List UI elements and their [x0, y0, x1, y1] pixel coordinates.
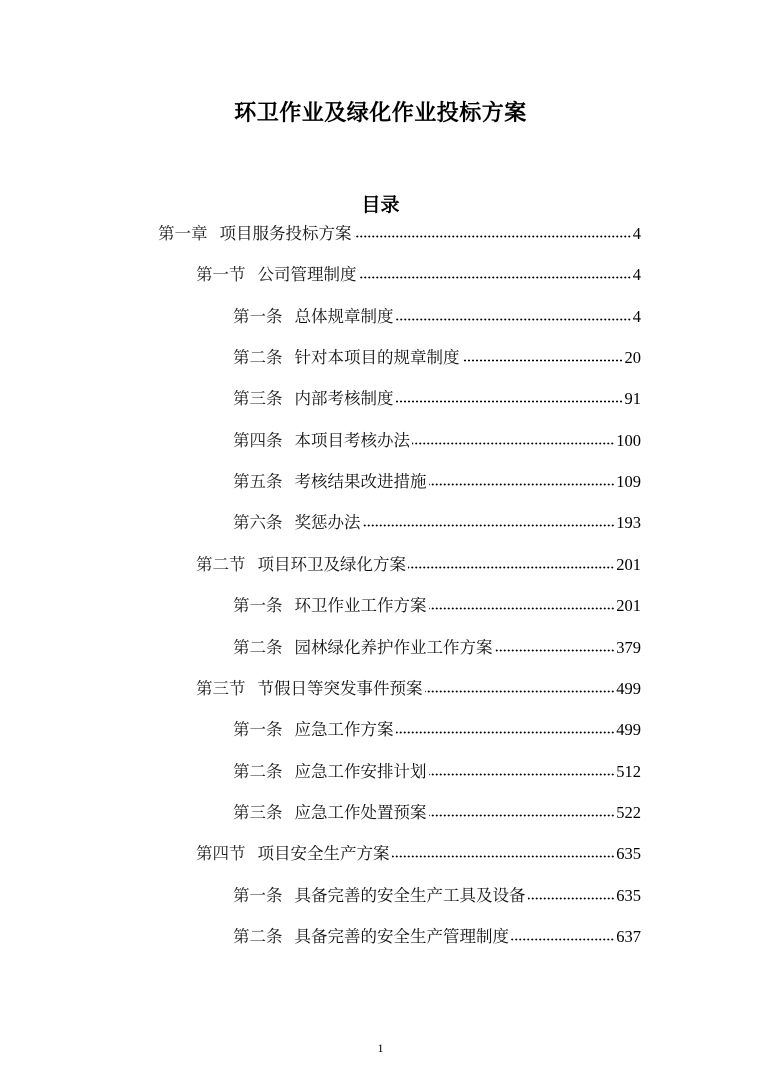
- toc-entry-page: 499: [616, 678, 641, 698]
- toc-entry-title: 应急工作安排计划: [294, 762, 427, 781]
- toc-entry-title: 项目安全生产方案: [257, 845, 390, 864]
- toc-entry[interactable]: [196, 261, 641, 285]
- toc-entry-page: 512: [616, 761, 641, 781]
- toc-entry[interactable]: [233, 716, 641, 740]
- toc-entry-title: 针对本项目的规章制度: [294, 349, 460, 368]
- toc-entry-page: 379: [616, 637, 641, 657]
- toc-entry[interactable]: [196, 675, 641, 699]
- document-title: 环卫作业及绿化作业投标方案: [234, 100, 527, 125]
- toc-dot-leader: [396, 400, 623, 403]
- toc-dot-leader: [363, 524, 615, 527]
- toc-entry-number: 第二条: [233, 348, 283, 368]
- toc-entry-page: 201: [616, 596, 641, 616]
- toc-entry[interactable]: [233, 344, 641, 368]
- toc-entry[interactable]: [233, 427, 641, 451]
- toc-entry-page: 637: [616, 926, 641, 946]
- toc-dot-leader: [429, 483, 615, 486]
- toc-entry-page: 91: [624, 389, 641, 409]
- toc-dot-leader: [495, 649, 615, 652]
- toc-entry[interactable]: [233, 385, 641, 409]
- toc-entry-number: 第二条: [233, 637, 283, 657]
- toc-entry[interactable]: [233, 923, 641, 947]
- toc-entry-number: 第二条: [233, 761, 283, 781]
- toc-dot-leader: [392, 855, 615, 858]
- toc-entry-page: 201: [616, 554, 641, 574]
- toc-entry-page: 4: [632, 224, 641, 243]
- toc-entry-number: 第三节: [196, 678, 246, 698]
- toc-dot-leader: [429, 814, 615, 817]
- toc-entry-page: 635: [616, 885, 641, 905]
- toc-dot-leader: [396, 318, 631, 321]
- toc-entry-number: 第一条: [233, 306, 283, 326]
- toc-entry-page: 635: [616, 844, 641, 864]
- toc-entry[interactable]: [233, 882, 641, 906]
- toc-entry-title: 应急工作方案: [294, 721, 394, 740]
- toc-entry-title: 项目环卫及绿化方案: [257, 555, 406, 574]
- toc-entry-page: 193: [616, 513, 641, 533]
- toc-entry-title: 节假日等突发事件预案: [257, 679, 423, 698]
- toc-entry[interactable]: [233, 509, 641, 533]
- toc-entry-title: 具备完善的安全生产管理制度: [294, 927, 509, 946]
- toc-entry-page: 522: [616, 802, 641, 822]
- toc-entry-number: 第四条: [233, 430, 283, 450]
- toc-entry[interactable]: [233, 799, 641, 823]
- toc-entry[interactable]: [233, 303, 641, 327]
- toc-entry-number: 第四节: [196, 844, 246, 864]
- toc-heading: 目录: [361, 195, 400, 216]
- toc-entry-page: 109: [616, 472, 641, 492]
- toc-entry-page: 4: [632, 306, 641, 326]
- toc-dot-leader: [359, 276, 631, 279]
- toc-dot-leader: [429, 773, 615, 776]
- toc-entry-title: 园林绿化养护作业工作方案: [294, 638, 493, 657]
- toc-entry-title: 应急工作处置预案: [294, 803, 427, 822]
- toc-entry[interactable]: [233, 468, 641, 492]
- toc-entry-title: 项目服务投标方案: [219, 225, 352, 243]
- toc-entry-title: 奖惩办法: [294, 514, 361, 533]
- toc-entry[interactable]: [233, 758, 641, 782]
- toc-entry-title: 本项目考核办法: [294, 431, 410, 450]
- toc-entry-number: 第三条: [233, 802, 283, 822]
- toc-entry-title: 考核结果改进措施: [294, 473, 427, 492]
- toc-entry-number: 第五条: [233, 472, 283, 492]
- toc-entry-page: 499: [616, 720, 641, 740]
- toc-entry[interactable]: [158, 220, 641, 244]
- page-number: 1: [377, 1041, 384, 1055]
- toc-dot-leader: [354, 235, 631, 238]
- toc-entry-title: 总体规章制度: [294, 307, 394, 326]
- toc-dot-leader: [511, 938, 614, 941]
- toc-entry[interactable]: [233, 592, 641, 616]
- toc-dot-leader: [412, 442, 614, 445]
- toc-dot-leader: [528, 897, 615, 900]
- toc-entry-title: 内部考核制度: [294, 390, 394, 409]
- toc-entry-number: 第六条: [233, 513, 283, 533]
- toc-entry[interactable]: [233, 634, 641, 658]
- toc-entry-page: 4: [632, 265, 641, 285]
- toc-dot-leader: [408, 566, 614, 569]
- toc-entry-number: 第一章: [158, 224, 208, 243]
- toc-entry-number: 第二条: [233, 926, 283, 946]
- toc-entry-number: 第一条: [233, 596, 283, 616]
- toc-dot-leader: [396, 731, 615, 734]
- toc-dot-leader: [425, 690, 615, 693]
- toc-dot-leader: [462, 359, 623, 362]
- toc-entry-number: 第一条: [233, 885, 283, 905]
- toc-entry-title: 具备完善的安全生产工具及设备: [294, 886, 526, 905]
- toc-entry[interactable]: [196, 840, 641, 864]
- toc-entry-page: 20: [624, 348, 641, 368]
- toc-entry-number: 第三条: [233, 389, 283, 409]
- toc-entry-number: 第一节: [196, 265, 246, 285]
- toc-dot-leader: [429, 607, 615, 610]
- toc-entry-title: 环卫作业工作方案: [294, 597, 427, 616]
- toc-entry-title: 公司管理制度: [257, 266, 357, 285]
- toc-entry-page: 100: [616, 430, 641, 450]
- toc-entry[interactable]: [196, 551, 641, 575]
- toc-entry-number: 第一条: [233, 720, 283, 740]
- toc-entry-number: 第二节: [196, 554, 246, 574]
